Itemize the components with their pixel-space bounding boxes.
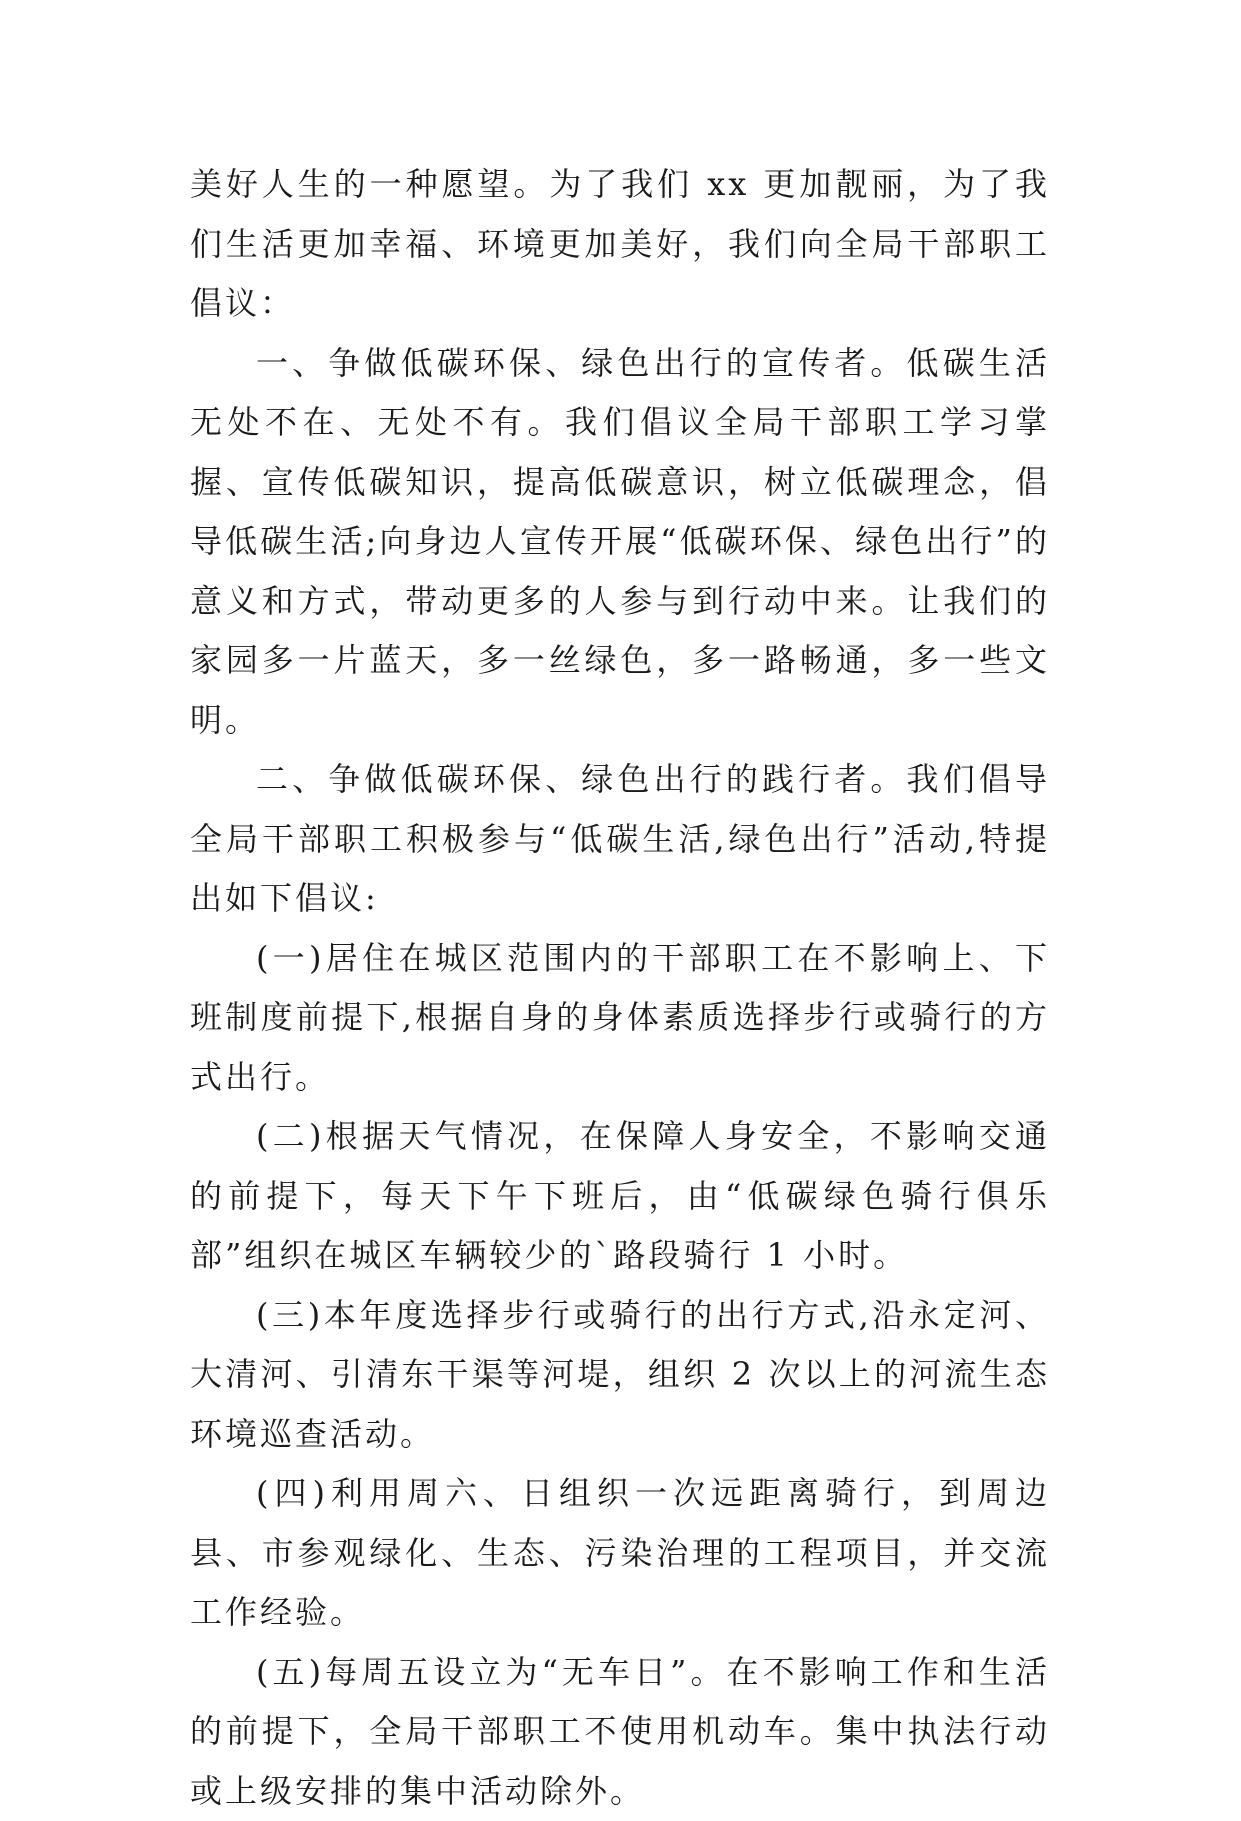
paragraph-item-1: (一)居住在城区范围内的干部职工在不影响上、下班制度前提下,根据自身的身体素质选择步行或骑行的方式出行。: [190, 929, 1050, 1108]
paragraph-intro-continuation: 美好人生的一种愿望。为了我们 xx 更加靓丽，为了我们生活更加幸福、环境更加美好，我们向全局干部职工倡议：: [190, 155, 1050, 334]
document-body: [190, 155, 1050, 1821]
paragraph-item-3: (三)本年度选择步行或骑行的出行方式,沿永定河、大清河、引清东干渠等河堤，组织 2 次以上的河流生态环境巡查活动。: [190, 1286, 1050, 1465]
paragraph-section-2-practitioner: 二、争做低碳环保、绿色出行的践行者。我们倡导全局干部职工积极参与“低碳生活,绿色出行”活动,特提出如下倡议:: [190, 750, 1050, 929]
paragraph-item-4: (四)利用周六、日组织一次远距离骑行，到周边县、市参观绿化、生态、污染治理的工程项目，并交流工作经验。: [190, 1464, 1050, 1643]
paragraph-item-2: (二)根据天气情况，在保障人身安全，不影响交通的前提下，每天下午下班后，由“低碳绿色骑行俱乐部”组织在城区车辆较少的`路段骑行 1 小时。: [190, 1107, 1050, 1286]
paragraph-section-1-promoter: 一、争做低碳环保、绿色出行的宣传者。低碳生活无处不在、无处不有。我们倡议全局干部职工学习掌握、宣传低碳知识，提高低碳意识，树立低碳理念，倡导低碳生活;向身边人宣传开展“低碳环保、绿色出行”的意义和方式，带动更多的人参与到行动中来。让我们的家园多一片蓝天，多一丝绿色，多一路畅通，多一些文明。: [190, 334, 1050, 751]
paragraph-item-5: (五)每周五设立为“无车日”。在不影响工作和生活的前提下，全局干部职工不使用机动车。集中执法行动或上级安排的集中活动除外。: [190, 1643, 1050, 1821]
